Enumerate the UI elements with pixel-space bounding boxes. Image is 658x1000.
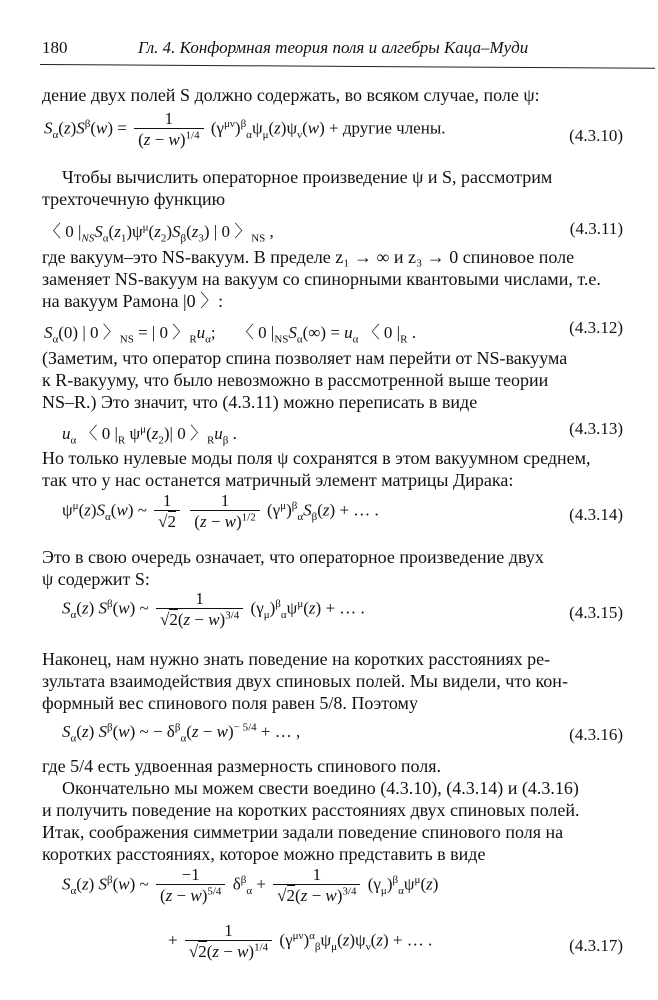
equation-4-3-15: $S_\alpha(z)$ $S^\beta(w)$ ~ $\frac{1}{√2(z - w)^{3/4}}$ $(\gamma_\mu)^\beta_\alpha\psi^\mu(z)$ + … . xyxy=(62,589,365,629)
paragraph-line: к R-вакууму, что было невозможно в рассмотренной выше теории xyxy=(42,370,549,390)
paragraph-line: Окончательно мы можем свести воедино (4.3.10), (4.3.14) и (4.3.16) xyxy=(62,778,579,798)
equation-number: (4.3.14) xyxy=(569,505,623,524)
equation-number: (4.3.13) xyxy=(569,419,623,438)
equation-number: (4.3.10) xyxy=(569,126,623,145)
paragraph-line: заменяет NS-вакуум на вакуум со спинорными квантовыми числами, т.е. xyxy=(42,269,601,289)
equation-4-3-13: $u_\alpha$ 〈 0 $|_R$ $\psi^\mu(z_2)|$ 0 〉$_Ru_\beta$ . xyxy=(62,423,237,447)
running-title: Гл. 4. Конформная теория поля и алгебры Каца–Муди xyxy=(138,38,529,57)
equation-number: (4.3.16) xyxy=(569,725,623,744)
equation-number: (4.3.17) xyxy=(569,936,623,955)
equation-number: (4.3.15) xyxy=(569,603,623,622)
paragraph-line: где 5/4 есть удвоенная размерность спинового поля. xyxy=(42,756,442,776)
equation-4-3-12: $S_\alpha(0)$ | 0 〉$_{NS}$ = | 0 〉$_Ru_\alpha$; 〈 0 $|_{NS}S_\alpha(\infty) = u_\alpha$ 〈 0 $|_R$ . xyxy=(44,323,416,346)
paragraph-line: Наконец, нам нужно знать поведение на коротких расстояниях ре- xyxy=(42,649,551,669)
paragraph-line: формный вес спинового поля равен 5/8. Поэтому xyxy=(42,693,418,713)
paragraph-line: так что у нас останется матричный элемент матрицы Дирака: xyxy=(42,470,514,490)
paragraph-line: коротких расстояниях, которое можно представить в виде xyxy=(42,844,486,864)
paragraph-line: Итак, соображения симметрии задали поведение спинового поля на xyxy=(42,822,564,842)
paragraph-line: NS–R.) Это значит, что (4.3.11) можно переписать в виде xyxy=(42,392,478,412)
paragraph-line: на вакуум Рамона |0 〉: xyxy=(42,291,224,311)
equation-4-3-17-line-1: $S_\alpha(z)$ $S^\beta(w)$ ~ $\frac{-1}{(z - w)^{5/4}}$ $\delta^\beta_\alpha$ + $\frac{1}{√2(z - w)^{3/4}}$ $(\gamma_\mu)^\beta_\alpha\psi^\mu(z)$ xyxy=(62,865,439,905)
equation-4-3-16: $S_\alpha(z)$ $S^\beta(w)$ ~ − $\delta^\beta_\alpha(z - w)^{- 5/4}$ + … , xyxy=(62,721,301,745)
equation-4-3-17-line-2: + $\frac{1}{√2(z - w)^{1/4}}$ $(\gamma^{\mu\nu})^\alpha_\beta\psi_\mu(z)\psi_\nu(z)$ + … . xyxy=(168,921,433,961)
paragraph-line: трехточечную функцию xyxy=(42,189,226,209)
paragraph-line: ψ содержит S: xyxy=(42,569,150,589)
header-rule xyxy=(40,64,655,69)
paragraph-line: и получить поведение на коротких расстояниях двух спиновых полей. xyxy=(42,800,580,820)
equation-4-3-11: 〈 0 $|_{NS}S_\alpha(z_1)\psi^\mu(z_2)S_\beta(z_3)$ | 0 〉$_{NS}$ , xyxy=(44,221,274,245)
equation-number: (4.3.12) xyxy=(569,318,623,337)
other-terms-text: другие члены. xyxy=(342,118,446,138)
paragraph-line: где вакуум–это NS-вакуум. В пределе z₁ → ∞ и z₃ → 0 спиновое поле xyxy=(42,247,575,267)
equation-4-3-14: $\psi^\mu(z)S_\alpha(w)$ ~ $\frac{1}{√2}$ $\frac{1}{(z - w)^{1/2}}$ $(\gamma^\mu)^\beta_\alpha S_\beta(z)$ + … . xyxy=(62,491,379,531)
page-number: 180 xyxy=(42,38,68,57)
paragraph-line: Но только нулевые моды поля ψ сохранятся в этом вакуумном среднем, xyxy=(42,448,591,468)
equation-number: (4.3.11) xyxy=(569,219,623,238)
equation-4-3-10: $S_\alpha(z)S^\beta(w)$ = $\frac{1}{(z - w)^{1/4}}$ $(\gamma^{\mu\nu})^\beta_\alpha\psi_\mu(z)\psi_\nu(w)$ + другие члены. xyxy=(44,109,446,149)
paragraph-line: Это в свою очередь означает, что операторное произведение двух xyxy=(42,547,544,567)
paragraph-line: (Заметим, что оператор спина позволяет нам перейти от NS-вакуума xyxy=(42,348,568,368)
paragraph-line: зультата взаимодействия двух спиновых полей. Мы видели, что кон- xyxy=(42,671,568,691)
paragraph-line: дение двух полей S должно содержать, во всяком случае, поле ψ: xyxy=(42,85,540,105)
paragraph-line: Чтобы вычислить операторное произведение ψ и S, рассмотрим xyxy=(62,167,553,187)
